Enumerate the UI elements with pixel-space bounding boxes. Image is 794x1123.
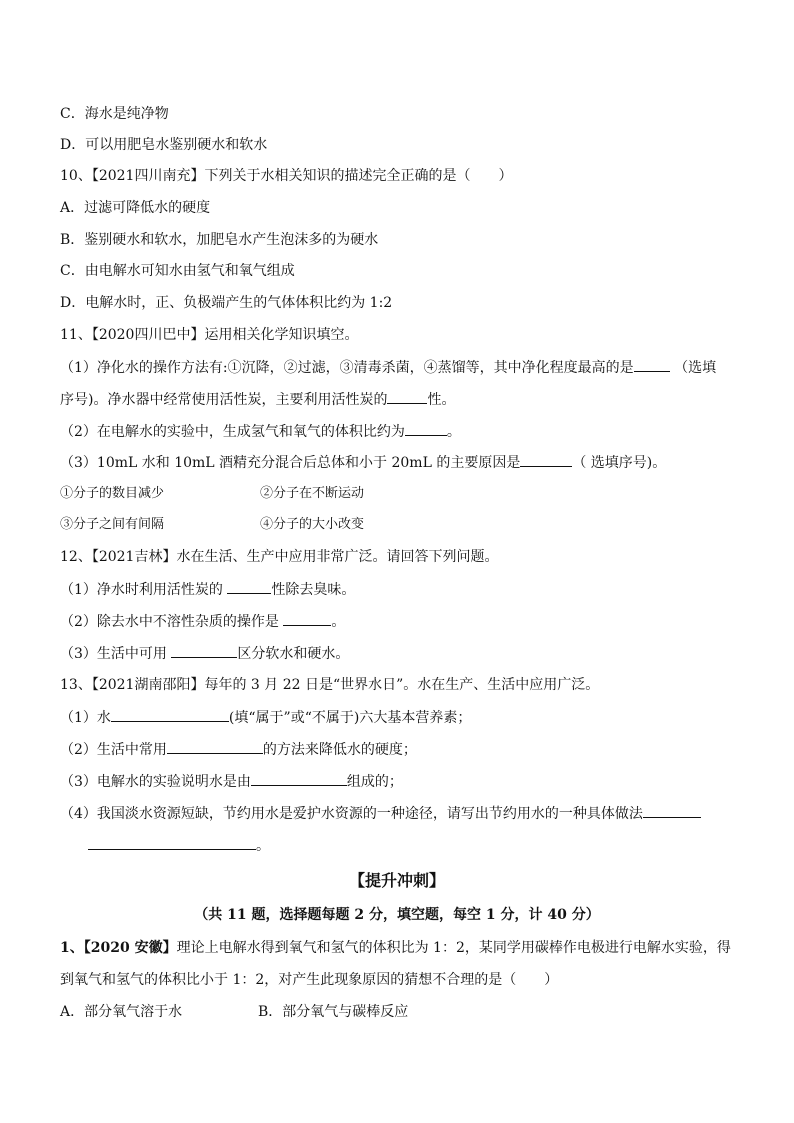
- q9-option-c: C．海水是纯净物: [60, 106, 169, 122]
- q13-part4-cont: [88, 835, 270, 856]
- q12-part2: [60, 611, 345, 632]
- q11-part1-text2: 序号)。净水器中经常使用活性炭，主要利用活性炭的: [60, 392, 388, 408]
- q11-part1-suffix2: 性。: [427, 392, 456, 408]
- p1-stem-text: 理论上电解水得到氧气和氢气的体积比为 1：2，某同学用碳棒作电极进行电解水实验，得: [176, 940, 731, 956]
- q11-part1-line2: [60, 389, 455, 410]
- q13-part2: [60, 739, 417, 760]
- answer-blank[interactable]: [111, 707, 229, 722]
- q11-part2: [60, 421, 461, 442]
- q11-part3: [60, 452, 666, 473]
- q10-stem: 10、【2021四川南充】下列关于水相关知识的描述完全正确的是（ ）: [60, 168, 513, 184]
- q13-part4-text: （4）我国淡水资源短缺，节约用水是爱护水资源的一种途径，请写出节约用水的一种具体做法: [60, 806, 643, 822]
- answer-blank[interactable]: [167, 739, 263, 754]
- q11-part1-text: （1）净化水的操作方法有:①沉降，②过滤，③清毒杀菌，④蒸馏等，其中净化程度最高的是: [60, 360, 634, 376]
- p1-option-b: B．部分氧气与碳棒反应: [258, 1004, 409, 1020]
- q12-part3-text: （3）生活中可用: [60, 646, 167, 662]
- section-subtitle: （共 11 题，选择题每题 2 分，填空题，每空 1 分，计 40 分）: [194, 907, 600, 923]
- q11-part3-text: （3）10mL 水和 10mL 酒精充分混合后总体和小于 20mL 的主要原因是: [60, 455, 521, 471]
- q13-part2-text: （2）生活中常用: [60, 742, 167, 758]
- q13-part1-suffix: (填“属于”或“不属于)六大基本营养素；: [228, 710, 472, 726]
- answer-blank[interactable]: [251, 771, 347, 786]
- p1-number: 1、: [60, 940, 84, 956]
- q11-choice-4: ④分子的大小改变: [260, 517, 365, 532]
- q13-part4-suffix: 。: [256, 838, 270, 854]
- answer-blank[interactable]: [387, 389, 427, 404]
- answer-blank[interactable]: [171, 643, 237, 658]
- q11-part3-suffix: （ 选填序号)。: [572, 455, 667, 471]
- q11-part2-text: （2）在电解水的实验中，生成氢气和氧气的体积比约为: [60, 424, 405, 440]
- q13-part1-text: （1）水: [60, 710, 111, 726]
- q11-part1-line1: [60, 357, 716, 378]
- q13-part1: [60, 707, 471, 728]
- q11-stem: 11、【2020四川巴中】运用相关化学知识填空。: [60, 327, 359, 343]
- p1-option-a: A．部分氧气溶于水: [60, 1004, 183, 1020]
- q13-part3: [60, 771, 403, 792]
- q13-part3-text: （3）电解水的实验说明水是由: [60, 774, 251, 790]
- q12-stem: 12、【2021吉林】水在生活、生产中应用非常广泛。请回答下列问题。: [60, 549, 499, 565]
- answer-blank[interactable]: [643, 803, 701, 818]
- answer-blank[interactable]: [405, 421, 447, 436]
- q11-part2-suffix: 。: [446, 424, 461, 440]
- q10-option-c: C．由电解水可知水由氢气和氧气组成: [60, 263, 295, 279]
- answer-blank[interactable]: [520, 452, 572, 467]
- q12-part1-text: （1）净水时利用活性炭的: [60, 582, 223, 598]
- q11-part1-suffix: （选填: [674, 360, 717, 376]
- p1-source: 【2020 安徽】: [83, 940, 177, 956]
- q11-choice-3: ③分子之间有间隔: [60, 517, 165, 532]
- q13-part2-suffix: 的方法来降低水的硬度；: [262, 742, 417, 758]
- q12-part2-suffix: 。: [331, 614, 346, 630]
- answer-blank[interactable]: [283, 611, 331, 626]
- q12-part1: [60, 579, 355, 600]
- q13-stem: 13、【2021湖南邵阳】每年的 3 月 22 日是“世界水日”。水在生产、生活中应用广泛。: [60, 677, 600, 693]
- q10-option-d: D．电解水时，正、负极端产生的气体体积比约为 1:2: [60, 295, 393, 311]
- q12-part3-suffix: 区分软水和硬水。: [237, 646, 350, 662]
- q12-part2-text: （2）除去水中不溶性杂质的操作是: [60, 614, 279, 630]
- answer-blank[interactable]: [227, 579, 271, 594]
- q12-part1-suffix: 性除去臭味。: [271, 582, 356, 598]
- answer-blank[interactable]: [88, 835, 256, 850]
- q13-part4: [60, 803, 701, 824]
- q9-option-d: D．可以用肥皂水鉴别硬水和软水: [60, 137, 268, 153]
- section-title: 【提升冲刺】: [348, 871, 445, 890]
- answer-blank[interactable]: [634, 357, 670, 372]
- q11-choice-1: ①分子的数目减少: [60, 486, 165, 501]
- p1-stem-line2: 到氧气和氢气的体积比小于 1：2，对产生此现象原因的猜想不合理的是（ ）: [60, 972, 559, 988]
- q10-option-b: B．鉴别硬水和软水，加肥皂水产生泡沫多的为硬水: [60, 232, 379, 248]
- q10-option-a: A．过滤可降低水的硬度: [60, 200, 211, 216]
- p1-stem-line1: [60, 938, 731, 958]
- q12-part3: [60, 643, 349, 664]
- q13-part3-suffix: 组成的；: [346, 774, 403, 790]
- q11-choice-2: ②分子在不断运动: [260, 486, 365, 501]
